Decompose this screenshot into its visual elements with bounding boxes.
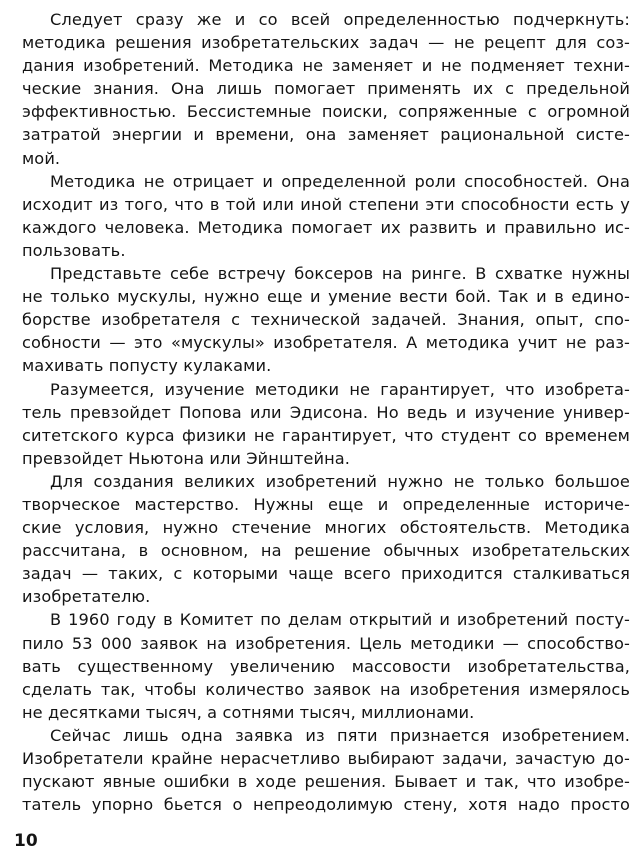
text-line: Для создания великих изобретений нужно не только большое [50, 471, 630, 491]
text-line: изобретателю. [22, 587, 151, 607]
paragraph [22, 378, 630, 470]
text-line: татель упорно бьется о непреодолимую стену, хотя надо просто [22, 795, 630, 815]
text-line: превзойдет Ньютона или Эйнштейна. [22, 448, 351, 468]
paragraph [22, 262, 630, 377]
text-line: ситетского курса физики не гарантирует, что студент со временем [22, 425, 630, 445]
text-line: пило 53 000 заявок на изобретения. Цель методики — способство- [22, 633, 630, 653]
text-line: ческие знания. Она лишь помогает применять их с предельной [22, 79, 630, 99]
text-line: затратой энергии и времени, она заменяет рациональной систе- [22, 125, 630, 145]
text-line: методика решения изобретательских задач — не рецепт для соз- [22, 33, 630, 53]
text-line: Разумеется, изучение методики не гарантирует, что изобрета- [50, 379, 630, 399]
text-line: эффективностью. Бессистемные поиски, сопряженные с огромной [22, 102, 630, 122]
text-line: махивать попусту кулаками. [22, 356, 272, 376]
text-line: Сейчас лишь одна заявка из пяти признается изобретением. [50, 725, 630, 745]
paragraph [22, 470, 630, 609]
text-line: не только мускулы, нужно еще и умение вести бой. Так и в едино- [22, 287, 630, 307]
text-line: Изобретатели крайне нерасчетливо выбирают задачи, зачастую до- [22, 749, 630, 768]
text-line: исходит из того, что в той или иной степени эти способности есть у [22, 194, 630, 214]
text-line: тель превзойдет Попова или Эдисона. Но ведь и изучение универ- [22, 402, 630, 422]
text-line: собности — это «мускулы» изобретателя. А методика учит не раз- [22, 333, 630, 353]
text-line: пускают явные ошибки в ходе решения. Бывает и так, что изобре- [22, 772, 630, 792]
text-line: Представьте себе встречу боксеров на ринге. В схватке нужны [50, 264, 630, 284]
text-line: Методика не отрицает и определенной роли способностей. Она [50, 171, 630, 191]
text-line: ские условия, нужно стечение многих обстоятельств. Методика [22, 518, 630, 538]
paragraph [22, 608, 630, 723]
page-number: 10 [14, 831, 38, 851]
text-line: каждого человека. Методика помогает их развить и правильно ис- [22, 217, 630, 237]
text-line: мой. [22, 148, 61, 168]
text-line: дания изобретений. Методика не заменяет и не подменяет техни- [22, 56, 630, 76]
text-line: задач — таких, с которыми чаще всего приходится сталкиваться [22, 564, 630, 584]
body-text [22, 8, 630, 816]
text-line: творческое мастерство. Нужны еще и определенные историче- [22, 494, 630, 514]
paragraph [22, 170, 630, 262]
paragraph [22, 8, 630, 170]
text-line: пользовать. [22, 240, 126, 260]
text-line: рассчитана, в основном, на решение обычных изобретательских [22, 541, 630, 561]
paragraph [22, 724, 630, 816]
text-line: вать существенному увеличению массовости изобретательства, [22, 656, 630, 676]
text-line: сделать так, чтобы количество заявок на изобретения измерялось [22, 679, 630, 699]
text-line: не десятками тысяч, а сотнями тысяч, миллионами. [22, 702, 475, 722]
text-line: Следует сразу же и со всей определенностью подчеркнуть: [50, 10, 630, 29]
text-line: В 1960 году в Комитет по делам открытий и изобретений посту- [50, 610, 630, 630]
text-line: борстве изобретателя с технической задачей. Знания, опыт, спо- [22, 310, 630, 330]
